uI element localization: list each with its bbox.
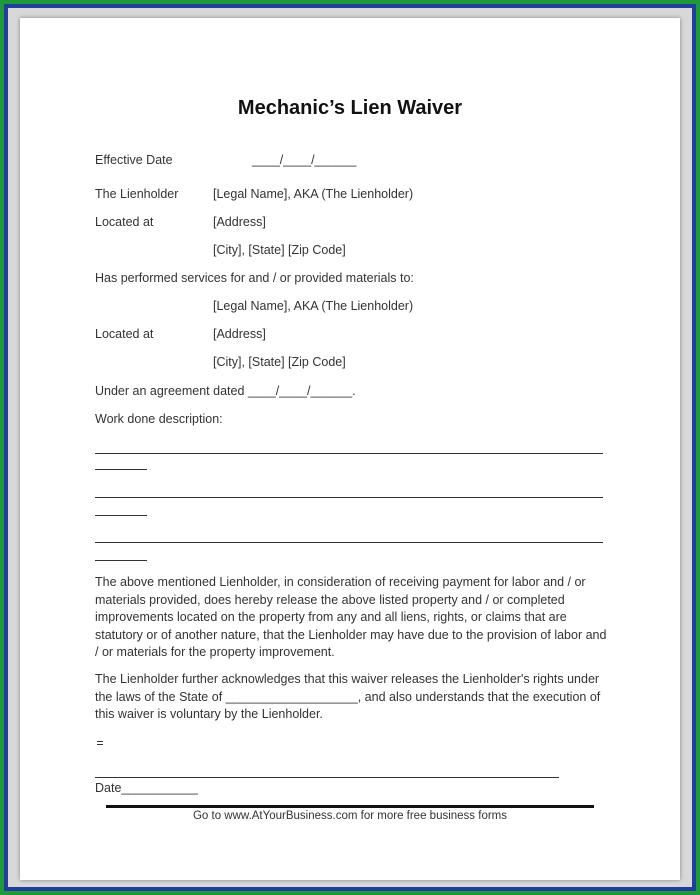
city-state-zip-2: [City], [State] [Zip Code] [213, 355, 346, 369]
document-page [20, 18, 680, 880]
work-line-1-short [95, 469, 147, 470]
services-label: Has performed services for and / or provided materials to: [95, 271, 414, 285]
work-line-2 [95, 497, 603, 498]
acknowledge-paragraph: The Lienholder further acknowledges that this waiver releases the Lienholder's rights under the laws of the State of ___________________, and also understands that the execution of this waiver is voluntary by the Lienholder. [95, 672, 601, 721]
footer-rule [106, 805, 594, 808]
date-label: Date___________ [95, 781, 198, 795]
located-label-2: Located at [95, 327, 154, 341]
located-label-1: Located at [95, 215, 154, 229]
recipient-value: [Legal Name], AKA (The Lienholder) [213, 299, 414, 313]
signature-marker [97, 741, 103, 745]
document-title: Mechanic’s Lien Waiver [237, 97, 463, 119]
lienholder-value: [Legal Name], AKA (The Lienholder) [213, 187, 414, 201]
effective-date-value: ____/____/______ [252, 153, 357, 167]
footer-text: Go to www.AtYourBusiness.com for more free business forms [192, 810, 508, 822]
release-paragraph: The above mentioned Lienholder, in consideration of receiving payment for labor and / or materials provided, does hereby release the above listed property and / or completed improvements located on the property from any and all liens, rights, or claims that are statutory or of another nature, that the Lienholder may have due to the provision of labor and / or materials for the property improvement. [95, 575, 607, 659]
signature-line [95, 777, 559, 778]
work-line-1 [95, 453, 603, 454]
work-description-label: Work done description: [95, 412, 223, 426]
lienholder-label: The Lienholder [95, 187, 179, 201]
city-state-zip-1: [City], [State] [Zip Code] [213, 243, 346, 257]
work-line-3-short [95, 560, 147, 561]
address-1: [Address] [213, 215, 266, 229]
work-line-3 [95, 542, 603, 543]
address-2: [Address] [213, 327, 266, 341]
agreement-date-line: Under an agreement dated ____/____/______. [95, 384, 356, 398]
effective-date-label: Effective Date [95, 153, 173, 167]
work-line-2-short [95, 515, 147, 516]
